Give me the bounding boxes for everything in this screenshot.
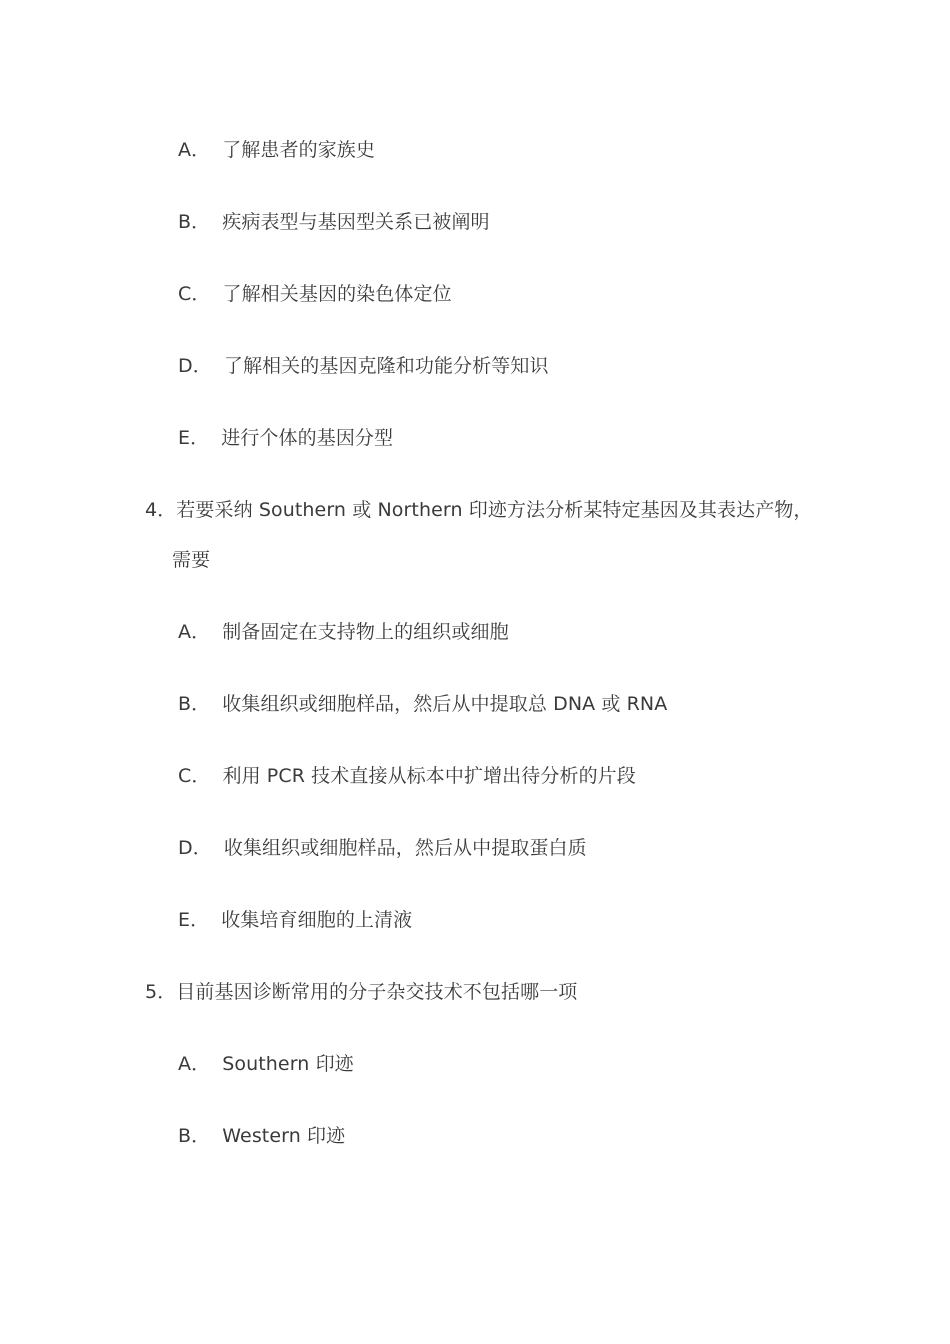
option-text: 疾病表型与基因型关系已被阐明 <box>222 211 490 233</box>
option-text: Southern 印迹 <box>222 1053 354 1075</box>
q5-option-b <box>178 1124 345 1148</box>
option-label: E． <box>178 909 210 931</box>
q4-stem-continued <box>172 548 210 572</box>
option-label: D． <box>178 355 212 377</box>
option-label: C． <box>178 765 211 787</box>
question-number: 5． <box>145 981 177 1003</box>
option-label: A． <box>178 1053 211 1075</box>
q3-option-b <box>178 210 490 234</box>
option-label: C． <box>178 283 211 305</box>
option-label: B． <box>178 211 211 233</box>
question-text: 目前基因诊断常用的分子杂交技术不包括哪一项 <box>176 981 578 1003</box>
option-label: A． <box>178 139 211 161</box>
q3-option-d <box>178 354 549 378</box>
q5-option-a <box>178 1052 354 1076</box>
q4-option-d <box>178 836 587 860</box>
option-label: D． <box>178 837 212 859</box>
q4-option-a <box>178 620 509 644</box>
question-text: 需要 <box>172 549 211 571</box>
q4-option-c <box>178 764 636 788</box>
option-label: E． <box>178 427 210 449</box>
option-text: 收集组织或细胞样品，然后从中提取总 DNA 或 RNA <box>222 693 668 715</box>
option-text: 收集组织或细胞样品，然后从中提取蛋白质 <box>223 837 587 859</box>
option-text: 了解相关基因的染色体定位 <box>222 283 452 305</box>
q3-option-e <box>178 426 393 450</box>
option-text: 了解患者的家族史 <box>222 139 376 161</box>
question-text: 若要采纳 Southern 或 Northern 印迹方法分析某特定基因及其表达产物， <box>176 499 813 521</box>
option-label: B． <box>178 693 211 715</box>
question-number: 4． <box>145 499 177 521</box>
q4-option-b <box>178 692 667 716</box>
option-text: 利用 PCR 技术直接从标本中扩增出待分析的片段 <box>222 765 636 787</box>
option-text: 了解相关的基因克隆和功能分析等知识 <box>223 355 549 377</box>
q3-option-c <box>178 282 452 306</box>
option-text: 收集培育细胞的上清液 <box>221 909 413 931</box>
q5-stem <box>145 980 577 1004</box>
option-text: 制备固定在支持物上的组织或细胞 <box>222 621 509 643</box>
q4-stem <box>145 498 813 522</box>
option-text: 进行个体的基因分型 <box>221 427 394 449</box>
q4-option-e <box>178 908 412 932</box>
q3-option-a <box>178 138 375 162</box>
option-label: A． <box>178 621 211 643</box>
option-text: Western 印迹 <box>222 1125 346 1147</box>
option-label: B． <box>178 1125 211 1147</box>
